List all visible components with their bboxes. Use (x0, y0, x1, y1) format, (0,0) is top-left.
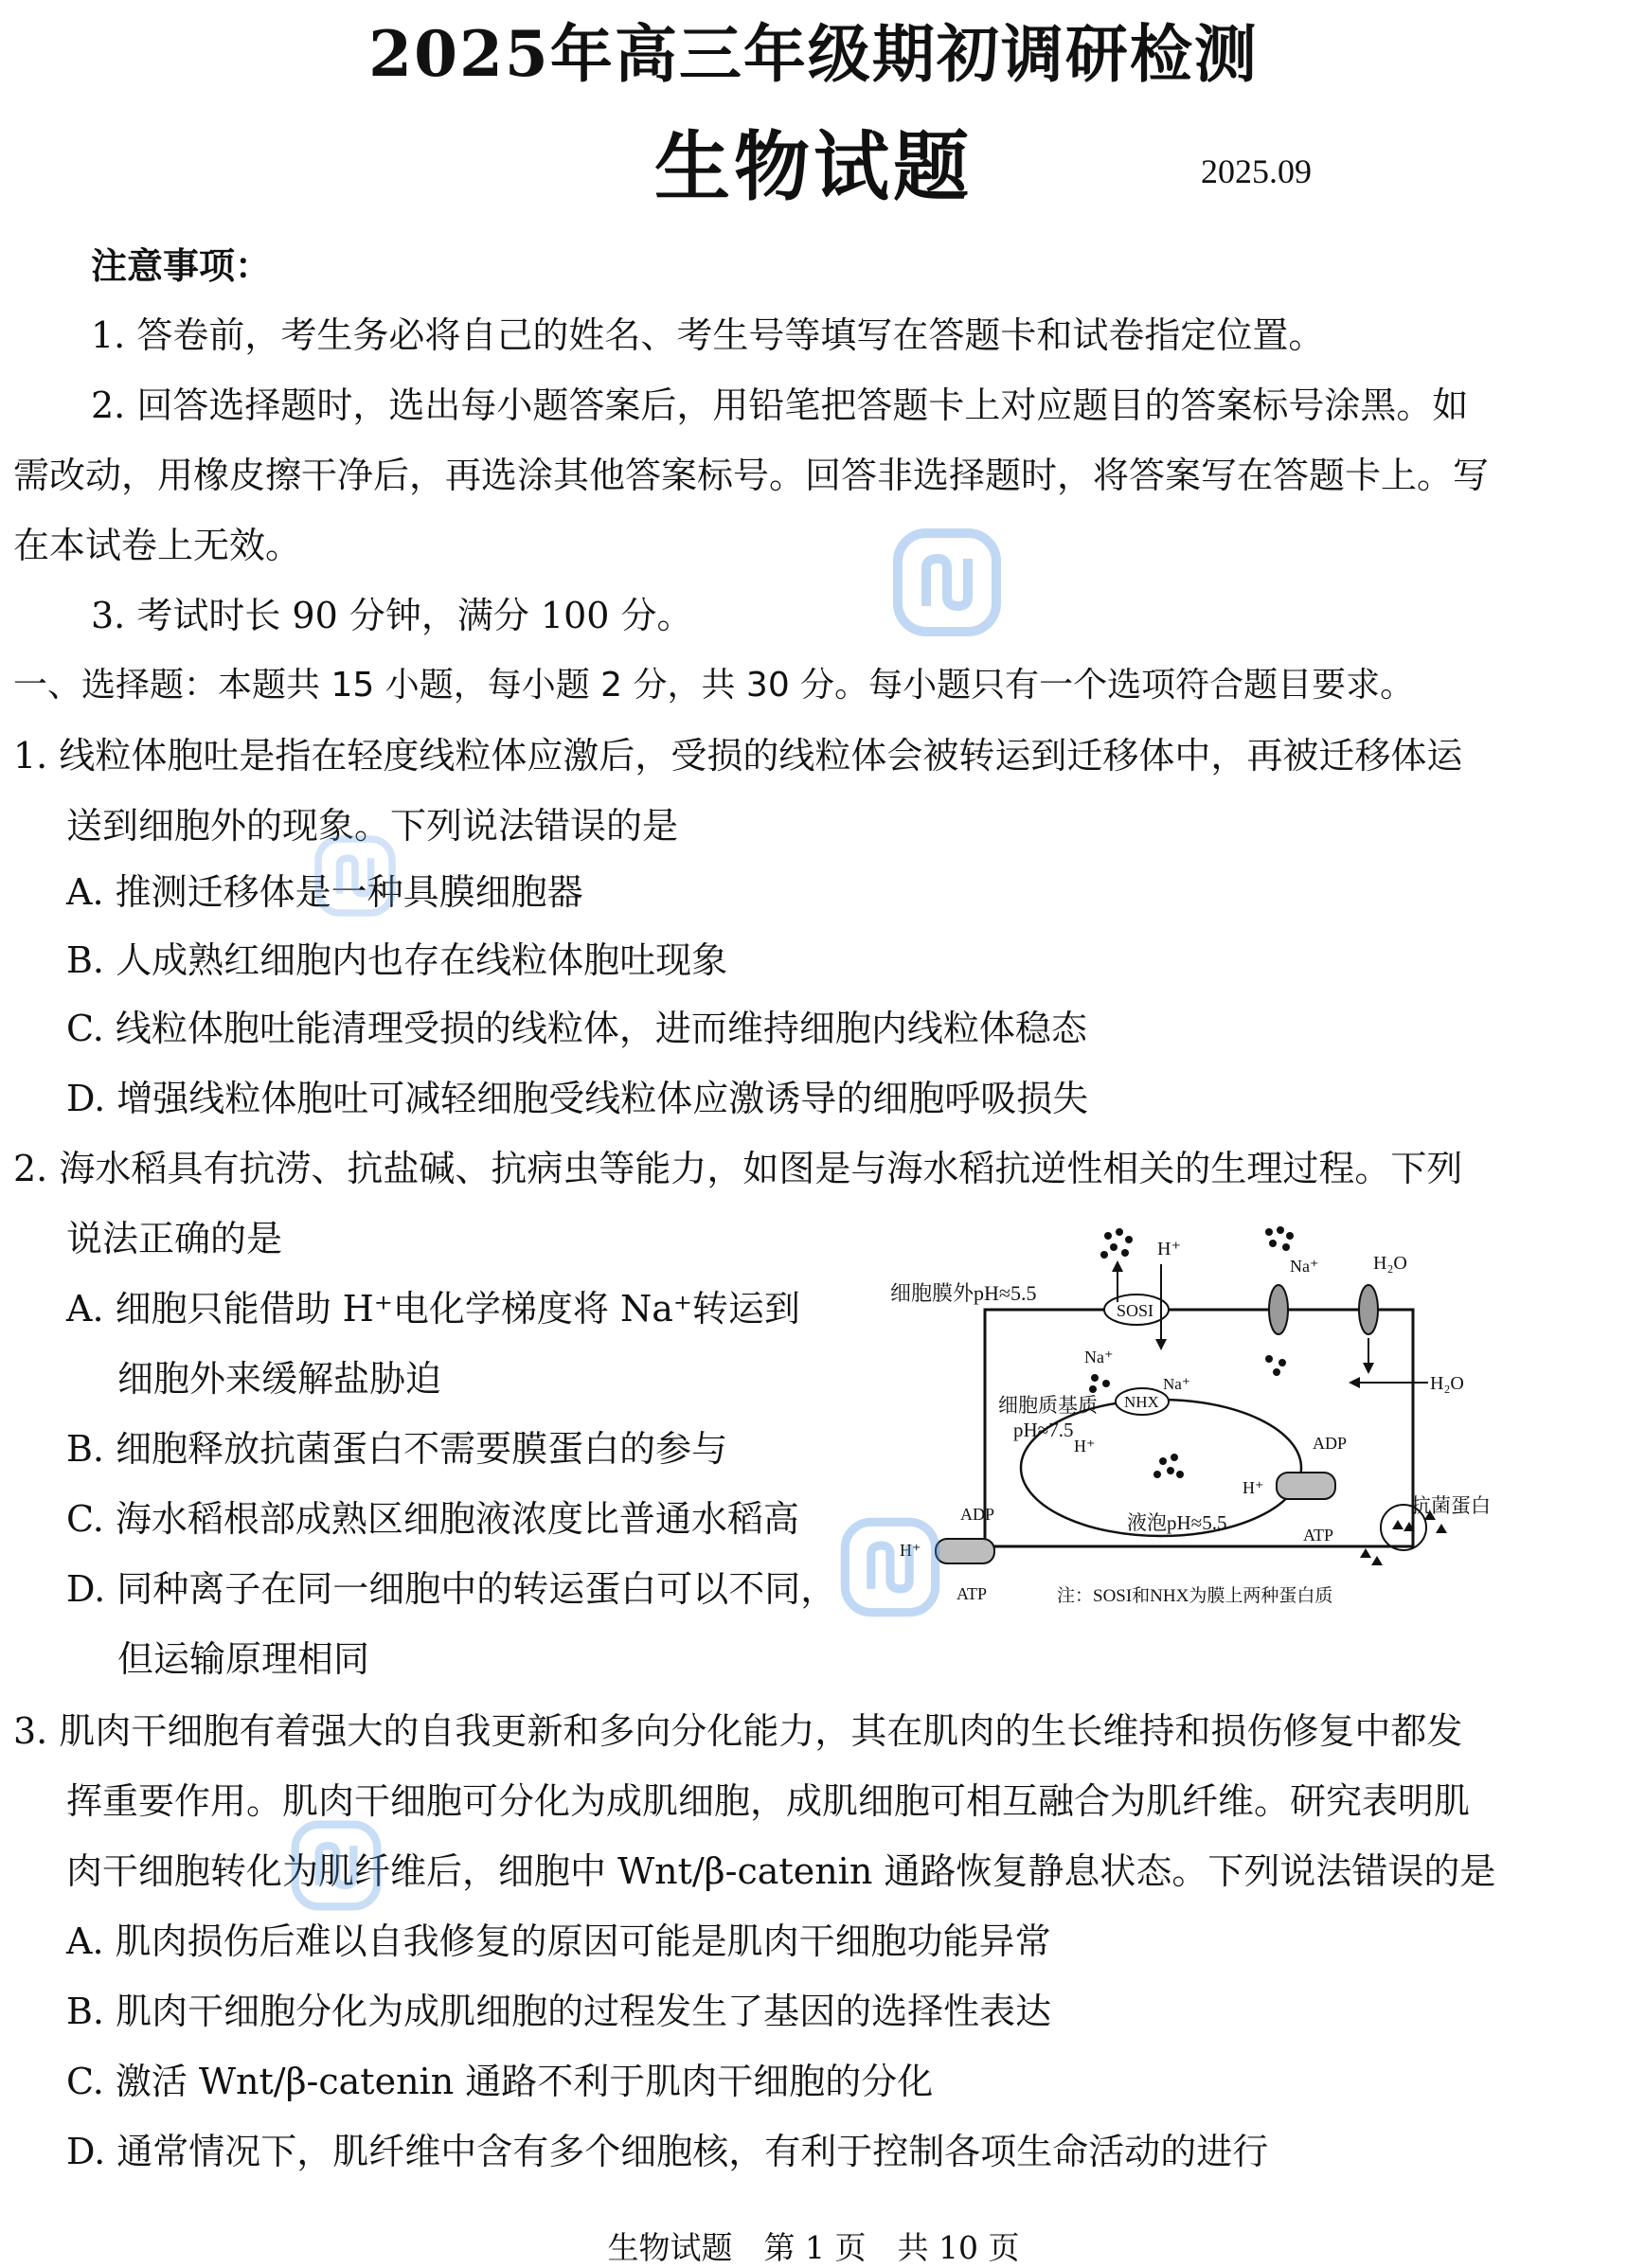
na-channel-label: Na⁺ (1290, 1257, 1319, 1276)
na-channel (1269, 1285, 1288, 1334)
adp-label: ADP (1313, 1434, 1348, 1453)
q3-option-d: D. 通常情况下，肌纤维中含有多个细胞核，有利于控制各项生命活动的进行 (66, 2131, 1269, 2172)
arrow-head (1349, 1377, 1360, 1388)
na-in-label: Na⁺ (1084, 1348, 1114, 1366)
antibacterial-protein-marks (1360, 1510, 1447, 1565)
q2-option-b: B. 细胞释放抗菌蛋白不需要膜蛋白的参与 (66, 1428, 728, 1470)
na-dots-in (1089, 1374, 1110, 1393)
q1-option-b: B. 人成熟红细胞内也存在线粒体胞吐现象 (66, 939, 728, 981)
arrow-head (1112, 1260, 1123, 1272)
notice-line: 在本试卷上无效。 (13, 525, 302, 566)
q2-option-d: D. 同种离子在同一细胞中的转运蛋白可以不同， (66, 1568, 837, 1610)
q3-stem: 挥重要作用。肌肉干细胞可分化为成肌细胞，成肌细胞可相互融合为肌纤维。研究表明肌 (66, 1780, 1471, 1822)
atp-label: ATP (1303, 1526, 1334, 1545)
q3-option-a: A. 肌肉损伤后难以自我修复的原因可能是肌肉干细胞功能异常 (66, 1920, 1051, 1962)
q1-stem: 送到细胞外的现象。下列说法错误的是 (66, 805, 679, 847)
vacuole-proton-pump (1277, 1473, 1335, 1499)
atp-left-label: ATP (957, 1584, 988, 1603)
notice-line: 2. 回答选择题时，选出每小题答案后，用铅笔把答题卡上对应题目的答案标号涂黑。如 (91, 384, 1469, 426)
figure-note: 注：SOSI和NHX为膜上两种蛋白质 (1057, 1586, 1333, 1606)
h-pump-label: H⁺ (1243, 1478, 1264, 1497)
cytoplasm-label: 细胞质基质 (998, 1394, 1098, 1417)
notice-line: 1. 答卷前，考生务必将自己的姓名、考生号等填写在答题卡和试卷指定位置。 (91, 314, 1325, 356)
arrow-head (1363, 1363, 1374, 1374)
notice-line: 3. 考试时长 90 分钟，满分 100 分。 (91, 595, 693, 636)
nhx-label: NHX (1124, 1393, 1159, 1411)
h-vac-label: H⁺ (1074, 1437, 1096, 1455)
exam-title: 2025年高三年级期初调研检测 (368, 17, 1259, 91)
h-left-label: H⁺ (900, 1541, 921, 1560)
page-footer: 生物试题 第 1 页 共 10 页 (607, 2229, 1020, 2266)
adp-left-label: ADP (960, 1505, 995, 1524)
q1-stem: 1. 线粒体胞吐是指在轻度线粒体应激后，受损的线粒体会被转运到迁移体中，再被迁移体运 (13, 735, 1463, 777)
arrow-head (1155, 1339, 1167, 1350)
q2-option-c: C. 海水稻根部成熟区细胞液浓度比普通水稻高 (66, 1498, 799, 1540)
q3-option-b: B. 肌肉干细胞分化为成肌细胞的过程发生了基因的选择性表达 (66, 1991, 1052, 2032)
notice-heading: 注意事项： (91, 244, 272, 287)
section-heading: 一、选择题：本题共 15 小题，每小题 2 分，共 30 分。每小题只有一个选项符合题目要求。 (13, 666, 1415, 705)
aquaporin (1359, 1285, 1378, 1334)
vacuole-ph: 液泡pH≈5.5 (1127, 1511, 1227, 1534)
h-out-label: H⁺ (1157, 1239, 1181, 1259)
na-vac-label: Na⁺ (1163, 1375, 1190, 1393)
q2-option-a-cont: 细胞外来缓解盐胁迫 (117, 1358, 442, 1400)
sosi-label: SOSI (1117, 1301, 1154, 1320)
cytoplasm-ph: pH≈7.5 (1013, 1419, 1074, 1441)
membrane-proton-pump (936, 1539, 994, 1563)
na-dots-vacuole (1153, 1454, 1184, 1478)
q2-option-a: A. 细胞只能借助 H⁺电化学梯度将 Na⁺转运到 (66, 1288, 800, 1330)
watermark-logo-icon (890, 526, 1004, 639)
notice-line: 需改动，用橡皮擦干净后，再选涂其他答案标号。回答非选择题时，将答案写在答题卡上。写 (13, 455, 1490, 496)
h2o-top-label: H₂O (1373, 1253, 1407, 1274)
q1-option-c: C. 线粒体胞吐能清理受损的线粒体，进而维持细胞内线粒体稳态 (66, 1008, 1087, 1049)
exam-date: 2025.09 (1201, 152, 1312, 190)
q3-option-c: C. 激活 Wnt/β-catenin 通路不利于肌肉干细胞的分化 (66, 2061, 934, 2102)
figure-svg (881, 1226, 1491, 1624)
cell-transport-figure (881, 1226, 1491, 1624)
outside-ph-label: 细胞膜外pH≈5.5 (890, 1281, 1037, 1305)
q1-option-a: A. 推测迁移体是一种具膜细胞器 (66, 871, 583, 913)
q2-stem: 2. 海水稻具有抗涝、抗盐碱、抗病虫等能力，如图是与海水稻抗逆性相关的生理过程。下列 (13, 1148, 1463, 1189)
q2-stem: 说法正确的是 (66, 1218, 283, 1259)
h2o-right-label: H₂O (1430, 1373, 1464, 1394)
subject-title: 生物试题 (654, 122, 973, 211)
q2-option-d-cont: 但运输原理相同 (117, 1638, 370, 1680)
q1-option-d: D. 增强线粒体胞吐可减轻细胞受线粒体应激诱导的细胞呼吸损失 (66, 1078, 1089, 1119)
q3-stem: 肉干细胞转化为肌纤维后，细胞中 Wnt/β-catenin 通路恢复静息状态。下列说法错误的是 (66, 1850, 1496, 1892)
antibacterial-label: 抗菌蛋白 (1411, 1494, 1491, 1517)
na-dots-out (1100, 1228, 1133, 1259)
q3-stem: 3. 肌肉干细胞有着强大的自我更新和多向分化能力，其在肌肉的生长维持和损伤修复中都发 (13, 1710, 1463, 1752)
